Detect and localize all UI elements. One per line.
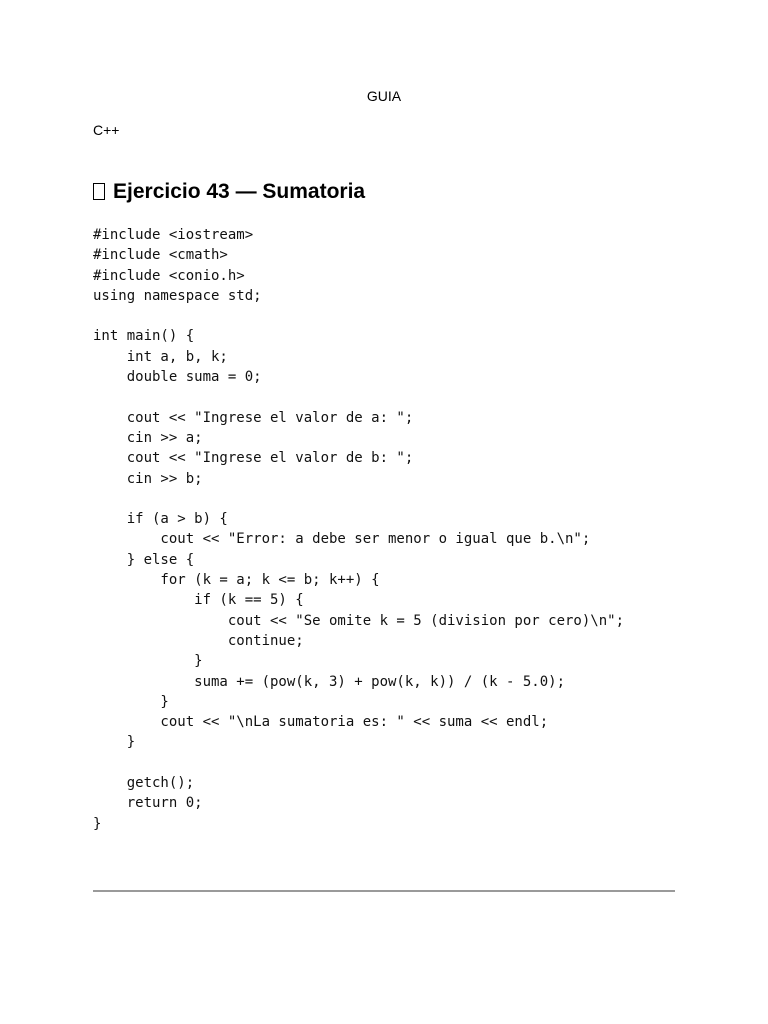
code-line: continue; [93, 632, 304, 649]
code-line: cout << "\nLa sumatoria es: " << suma << endl; [93, 714, 549, 731]
code-block [93, 225, 624, 834]
code-line: cout << "Se omite k = 5 (division por cero)\n"; [93, 612, 625, 629]
code-line: getch(); [93, 775, 195, 792]
box-glyph-icon [93, 183, 105, 200]
document-title: GUIA [366, 88, 402, 104]
code-line: #include <iostream> [93, 227, 254, 243]
code-line: suma += (pow(k, 3) + pow(k, k)) / (k - 5.0); [93, 673, 566, 690]
code-line: int a, b, k; [93, 348, 228, 365]
code-line: if (a > b) { [93, 511, 228, 528]
code-line: cout << "Ingrese el valor de b: "; [93, 450, 414, 467]
code-line: cin >> a; [93, 429, 203, 446]
code-line: cout << "Error: a debe ser menor o igual que b.\n"; [93, 531, 591, 548]
code-line: } [93, 734, 136, 751]
code-line: #include <conio.h> [93, 267, 245, 284]
exercise-heading [93, 178, 365, 206]
code-line [93, 387, 624, 407]
code-line: } [93, 653, 203, 670]
code-line: using namespace std; [93, 287, 262, 304]
code-line: int main() { [93, 328, 195, 345]
code-line: cin >> b; [93, 470, 203, 487]
code-line [93, 489, 624, 509]
code-line: for (k = a; k <= b; k++) { [93, 572, 380, 589]
code-line: } [93, 815, 102, 832]
code-line: return 0; [93, 795, 203, 812]
exercise-heading-text: Ejercicio 43 — Sumatoria [113, 180, 366, 203]
horizontal-divider [93, 890, 675, 892]
code-line [93, 753, 624, 773]
code-line: double suma = 0; [93, 369, 262, 386]
code-line: if (k == 5) { [93, 592, 304, 609]
code-line [93, 306, 624, 326]
code-line: #include <cmath> [93, 247, 228, 264]
language-label: C++ [93, 122, 120, 138]
code-line: cout << "Ingrese el valor de a: "; [93, 409, 414, 426]
code-line: } [93, 693, 169, 710]
code-line: } else { [93, 551, 195, 568]
